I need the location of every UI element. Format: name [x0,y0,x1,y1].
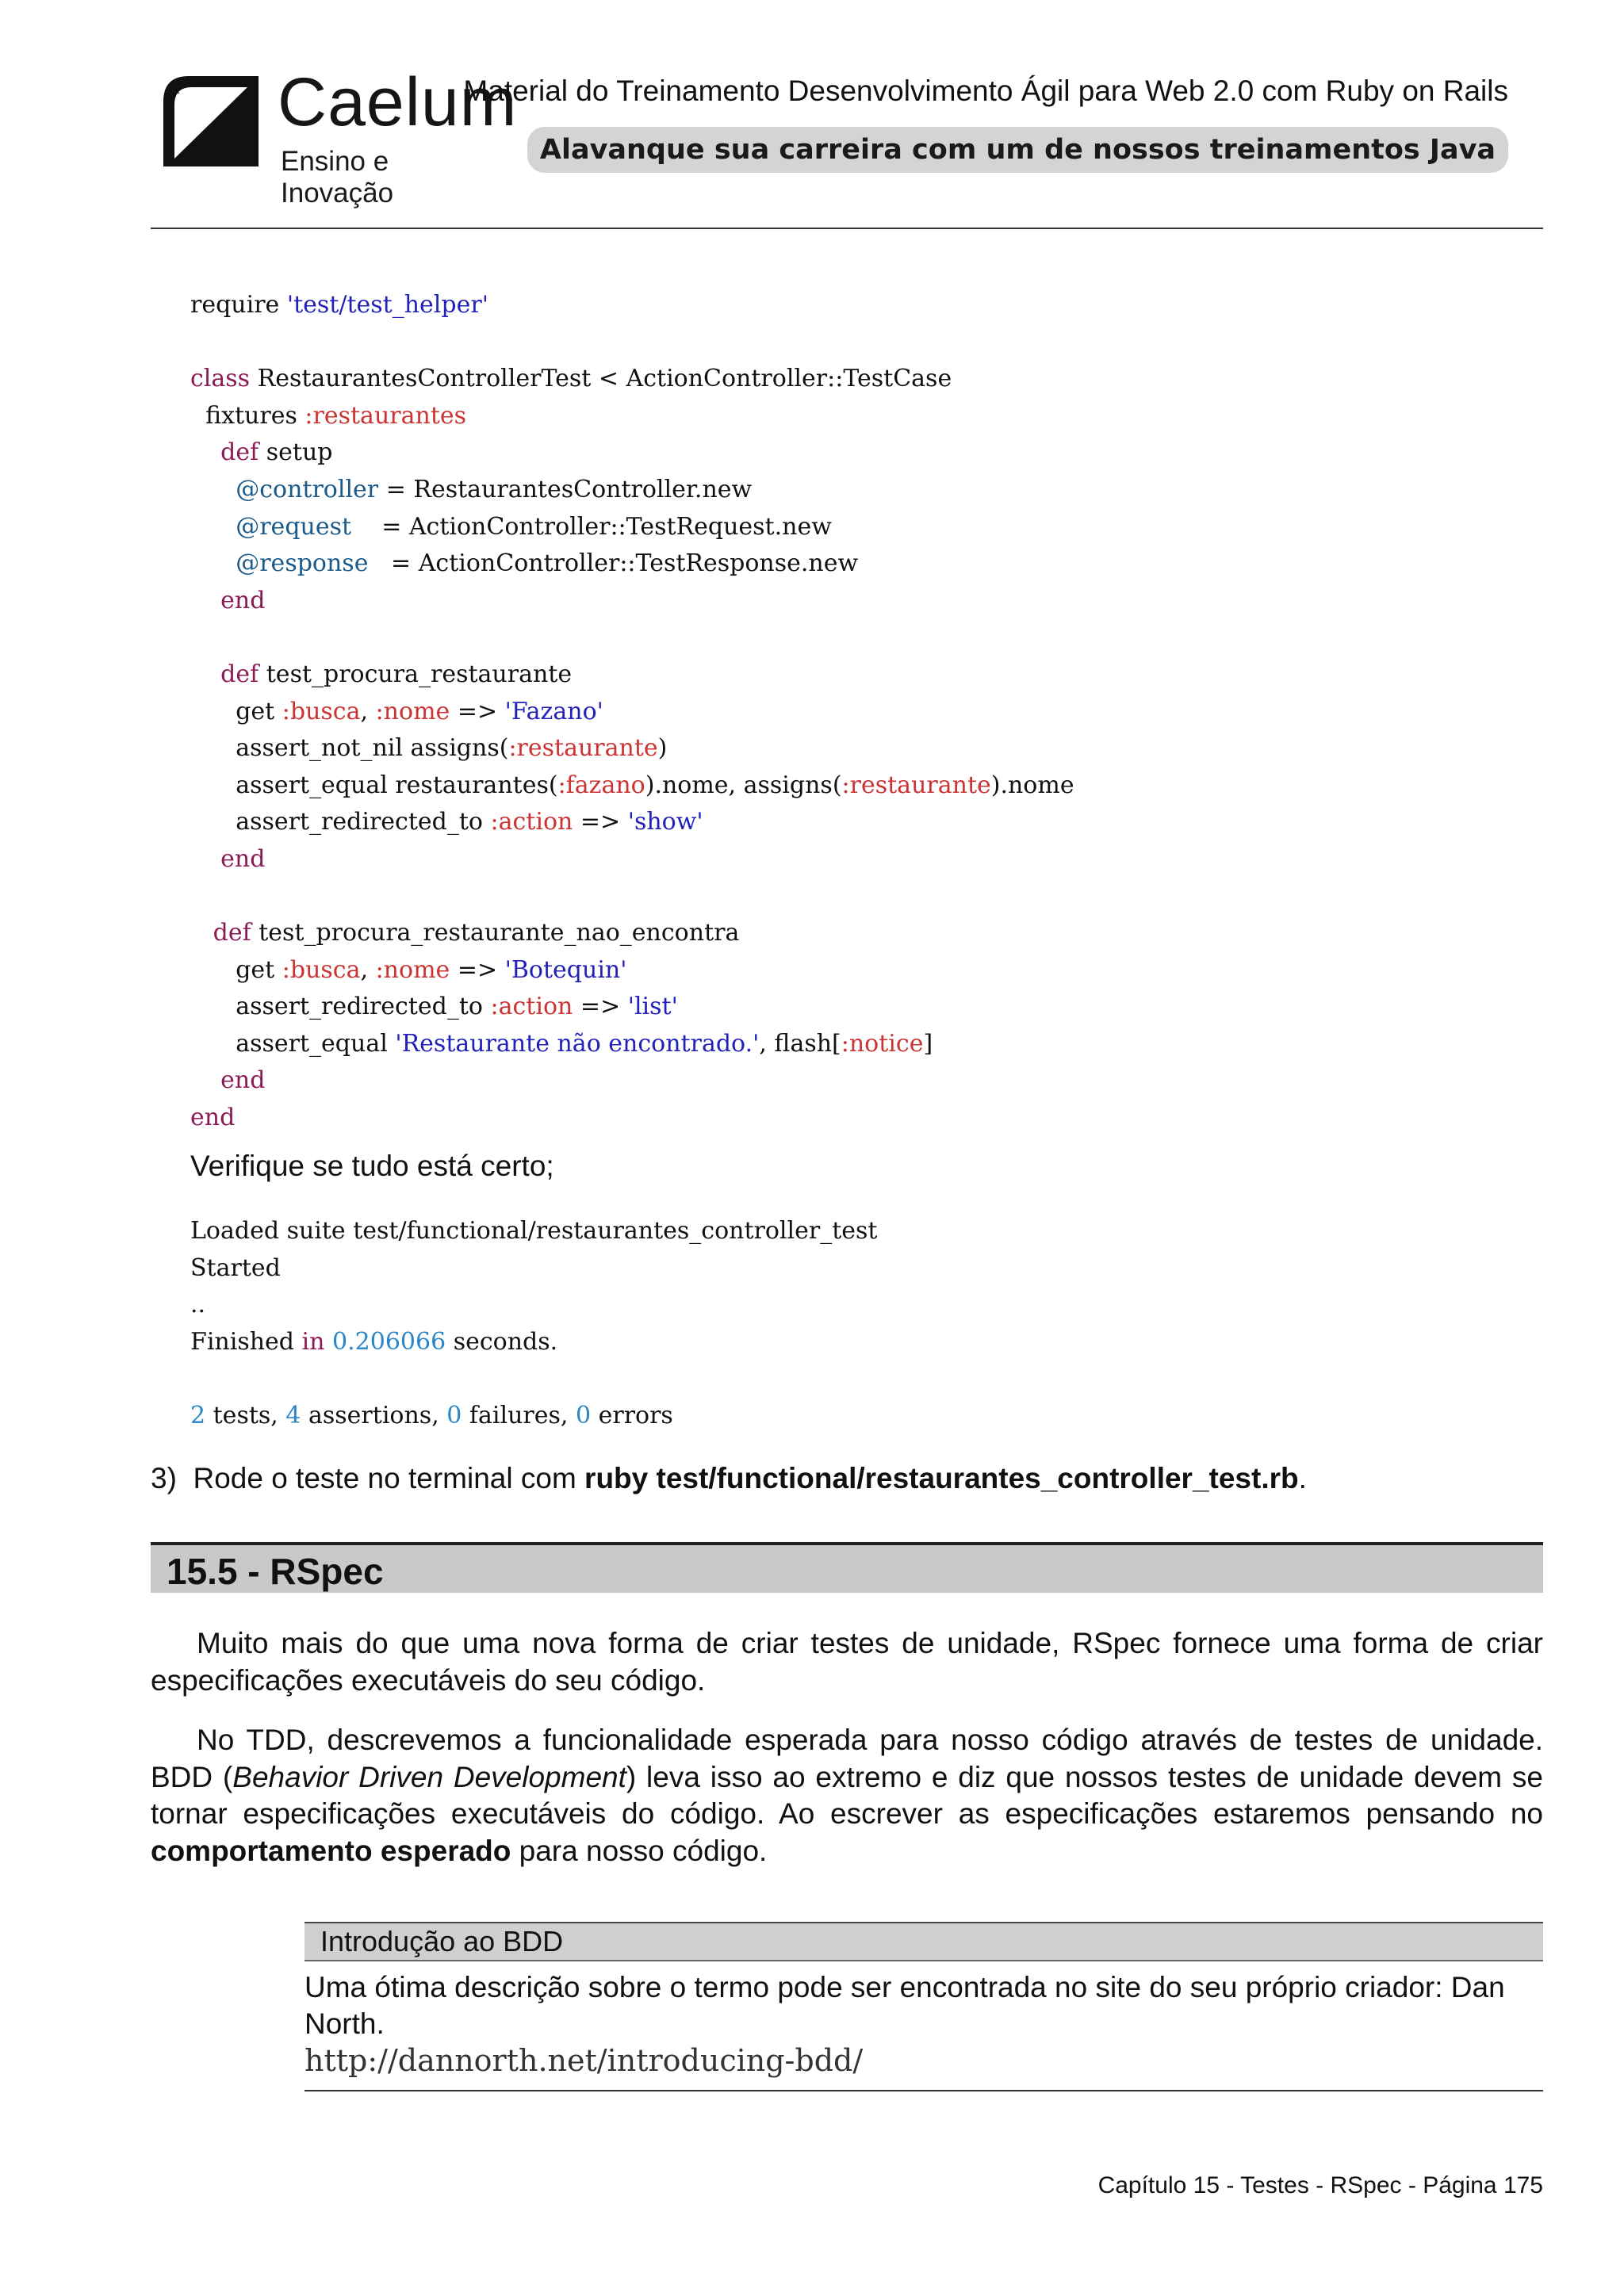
header-banner[interactable]: Alavanque sua carreira com um de nossos treinamentos Java [527,127,1508,173]
code-block-test: require 'test/test_helper' class RestaurantesControllerTest < ActionController::TestCase fixtures :restaurantes def setup @controller = RestaurantesController.new @request = ActionController::TestRequest.new @response = ActionController::TestResponse.new end def test_procura_restaurante get :busca, :nome => 'Fazano' assert_not_nil assigns(:restaurante) assert_equal restaurantes(:fazano).nome, assigns(:restaurante).nome assert_redirected_to :action => 'show' end def test_procura_restaurante_nao_encontra get :busca, :nome => 'Botequin' assert_redirected_to :action => 'list' assert_equal 'Restaurante não encontrado.', flash[:notice] end end [190,291,1074,1132]
section-heading [151,1542,1543,1593]
paragraph-bdd: No TDD, descrevemos a funcionalidade esperada para nosso código através de testes de unidade. BDD (Behavior Driven Development) leva isso ao extremo e diz que nossos testes de unidade devem se tornar especificações executáveis do código. Ao escrever as especificações estaremos pensando no comportamento esperado para nosso código. [151,1724,1543,1867]
step-text: Rode o teste no terminal com [193,1462,585,1494]
paragraph-rspec-intro: Muito mais do que uma nova forma de criar testes de unidade, RSpec fornece uma forma de criar especificações executáveis do seu código. [151,1627,1543,1697]
verify-text: Verifique se tudo está certo; [190,1150,554,1182]
step-number: 3) [151,1462,177,1494]
info-box-title: Introdução ao BDD [304,1922,1543,1961]
code-block-output: Loaded suite test/functional/restaurantes_controller_test Started .. Finished in 0.206066 seconds. 2 tests, 4 assertions, 0 failures, 0 errors [190,1217,878,1429]
section-title: 15.5 - RSpec [167,1551,384,1592]
svg-text:*: * [170,83,180,107]
step-3: 3) Rode o teste no terminal com ruby test/functional/restaurantes_controller_test.rb. [151,1462,1307,1494]
page-header [151,63,1508,209]
info-box-body: Uma ótima descrição sobre o termo pode ser encontrada no site do seu próprio criador: Dan North. http://dannorth.net/introducing-bdd/ [304,1961,1543,2079]
header-title: Material do Treinamento Desenvolvimento Ágil para Web 2.0 com Ruby on Rails [463,75,1508,107]
header-divider [151,228,1543,229]
step-command: ruby test/functional/restaurantes_controller_test.rb [584,1462,1299,1494]
logo-name: Caelum [278,64,518,140]
bdd-info-box [304,1922,1543,2091]
info-box-divider [304,2090,1543,2091]
bdd-link[interactable]: http://dannorth.net/introducing-bdd/ [304,2043,864,2078]
page-footer: Capítulo 15 - Testes - RSpec - Página 175 [1097,2172,1543,2198]
caelum-logo [157,64,518,209]
caelum-logo-icon [157,70,268,174]
logo-tagline: Ensino e Inovação [281,146,394,209]
